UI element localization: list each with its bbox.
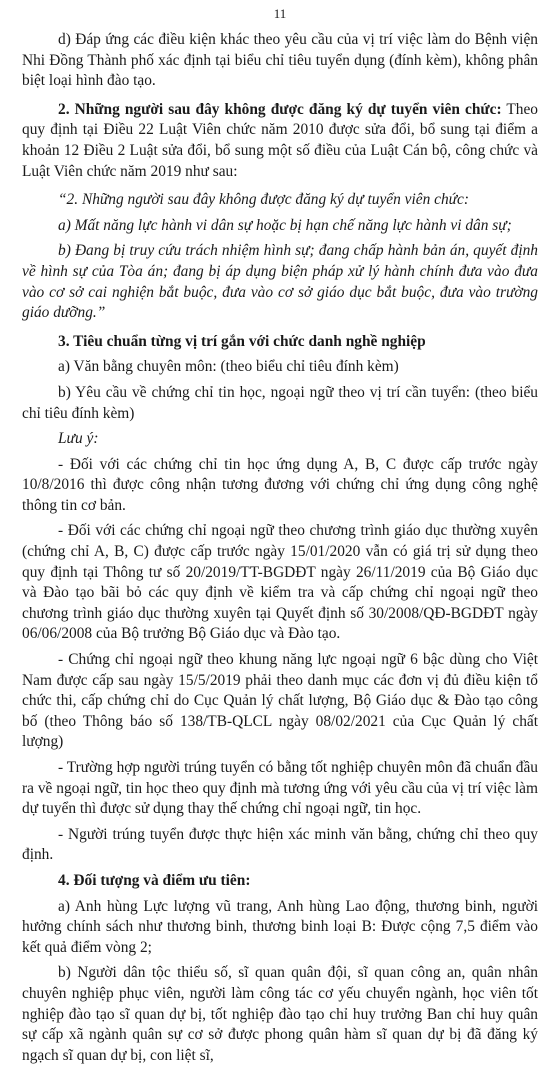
section3-item-b: b) Yêu cầu về chứng chỉ tin học, ngoại ngữ theo vị trí cần tuyển: (theo biểu chỉ tiêu đính kèm) [22, 383, 538, 422]
section2-quote-intro: “2. Những người sau đây không được đăng ký dự tuyển viên chức: [58, 191, 470, 209]
section2-paragraph [22, 100, 538, 182]
section3-note: - Chứng chỉ ngoại ngữ theo khung năng lực ngoại ngữ 6 bậc dùng cho Việt Nam được cấp sau ngày 15/5/2019 phải theo danh mục các đơn vị đủ điều kiện tổ chức thi, cấp chứng chỉ do Cục Quản lý chất lượng, Bộ Giáo dục & Đào tạo công bố (theo Thông báo số 138/TB-QLCL ngày 08/02/2021 của Cục Quản lý chất lượng) [22, 651, 538, 751]
section2-text: Theo quy định tại Điều 22 Luật Viên chức năm 2010 được sửa đổi, bổ sung tại điểm a khoản 12 Điều 2 Luật sửa đổi, bổ sung một số điều của Luật Cán bộ, công chức và Luật Viên chức năm 2019 như sau: [22, 100, 538, 180]
section3-note: - Trường hợp người trúng tuyển có bằng tốt nghiệp chuyên môn đã chuẩn đầu ra về ngoại ngữ, tin học theo quy định mà tương ứng với yêu cầu của vị trí việc làm dự tuyển thì được sử dụng thay thế chứng chỉ ngoại ngữ, tin học. [22, 759, 538, 818]
section3-note: - Đối với các chứng chỉ tin học ứng dụng A, B, C được cấp trước ngày 10/8/2016 thì được công nhận tương đương với chứng chỉ ứng dụng công nghệ thông tin cơ bản. [22, 455, 538, 514]
section2-quote-a: a) Mất năng lực hành vi dân sự hoặc bị hạn chế năng lực hành vi dân sự; [58, 216, 512, 234]
section3-item-a: a) Văn bằng chuyên môn: (theo biểu chỉ tiêu đính kèm) [58, 358, 399, 376]
section3-heading: 3. Tiêu chuẩn từng vị trí gắn với chức danh nghề nghiệp [58, 332, 426, 350]
section3-note: - Người trúng tuyển được thực hiện xác minh văn bằng, chứng chỉ theo quy định. [22, 825, 538, 864]
section4-heading: 4. Đối tượng và điểm ưu tiên: [58, 871, 251, 889]
section4-item-b: b) Người dân tộc thiểu số, sĩ quan quân đội, sĩ quan công an, quân nhân chuyên nghiệp phục viên, người làm công tác cơ yếu chuyển ngành, học viên tốt nghiệp đào tạo sĩ quan dự bị, tốt nghiệp đào tạo chỉ huy trưởng Ban chỉ huy quân sự cấp xã ngành quân sự cơ sở được phong quân hàm sĩ quan dự bị đã đăng ký ngạch sĩ quan dự bị, con liệt sĩ, [22, 964, 538, 1064]
section2-quote-b: b) Đang bị truy cứu trách nhiệm hình sự; đang chấp hành bản án, quyết định về hình sự của Tòa án; đang bị áp dụng biện pháp xử lý hành chính đưa vào đưa vào cơ sở cai nghiện bắt buộc, đưa vào cơ sở giáo dục bắt buộc, đưa vào trường giáo dưỡng.” [22, 242, 538, 322]
section3-note-label: Lưu ý: [58, 430, 99, 448]
section4-item-a: a) Anh hùng Lực lượng vũ trang, Anh hùng Lao động, thương binh, người hưởng chính sách như thương binh, thương binh loại B: Được cộng 7,5 điểm vào kết quả điểm vòng 2; [22, 897, 538, 956]
section2-heading: 2. Những người sau đây không được đăng ký dự tuyển viên chức: [58, 100, 502, 118]
page-number: 11 [273, 6, 287, 21]
intro-item-d: d) Đáp ứng các điều kiện khác theo yêu cầu của vị trí việc làm do Bệnh viện Nhi Đồng Thành phố xác định tại biểu chỉ tiêu tuyển dụng (đính kèm), không phân biệt loại hình đào tạo. [22, 31, 538, 90]
section3-note: - Đối với các chứng chỉ ngoại ngữ theo chương trình giáo dục thường xuyên (chứng chỉ A, B, C) được cấp trước ngày 15/01/2020 vẫn có giá trị sử dụng theo quy định tại Thông tư số 20/2019/TT-BGDĐT ngày 26/11/2019 của Bộ Giáo dục và Đào tạo bãi bỏ các quy định về kiểm tra và cấp chứng chỉ ngoại ngữ theo chương trình giáo dục thường xuyên tại Quyết định số 30/2008/QĐ-BGDĐT ngày 06/06/2008 của Bộ trưởng Bộ Giáo dục và Đào tạo. [22, 522, 538, 643]
